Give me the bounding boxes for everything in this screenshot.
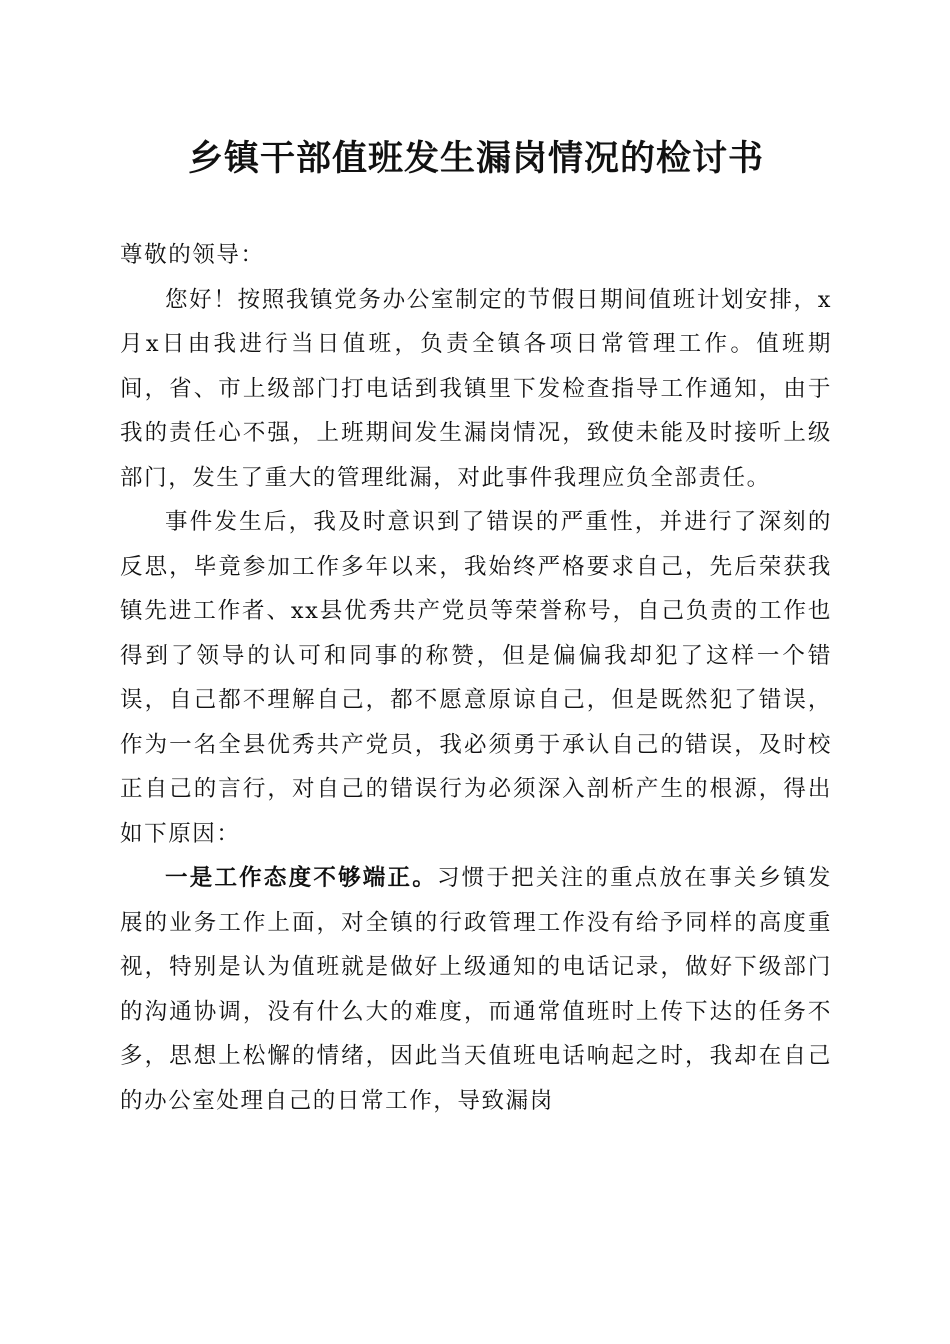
paragraph-text: 事件发生后，我及时意识到了错误的严重性，并进行了深刻的反思，毕竟参加工作多年以来，我始终严格要求自己，先后荣获我镇先进工作者、xx县优秀共产党员等荣誉称号，自己负责的工作也得到了领导的认可和同事的称赞，但是偏偏我却犯了这样一个错误，自己都不理解自己，都不愿意原谅自己，但是既然犯了错误，作为一名全县优秀共产党员，我必须勇于承认自己的错误，及时校正自己的言行，对自己的错误行为必须深入剖析产生的根源，得出如下原因： xyxy=(120,509,832,847)
document-title: 乡镇干部值班发生漏岗情况的检讨书 xyxy=(187,138,764,179)
paragraph-1 xyxy=(120,278,832,501)
paragraph-3 xyxy=(120,856,832,1123)
salutation: 尊敬的领导： xyxy=(120,242,265,268)
paragraph-lead: 一是工作态度不够端正。 xyxy=(165,865,437,891)
paragraph-text: 您好！按照我镇党务办公室制定的节假日期间值班计划安排，x月x日由我进行当日值班，负责全镇各项日常管理工作。值班期间，省、市上级部门打电话到我镇里下发检查指导工作通知，由于我的责任心不强，上班期间发生漏岗情况，致使未能及时接听上级部门，发生了重大的管理纰漏，对此事件我理应负全部责任。 xyxy=(120,286,832,491)
paragraph-text: 习惯于把关注的重点放在事关乡镇发展的业务工作上面，对全镇的行政管理工作没有给予同样的高度重视，特别是认为值班就是做好上级通知的电话记录，做好下级部门的沟通协调，没有什么大的难度，而通常值班时上传下达的任务不多，思想上松懈的情绪，因此当天值班电话响起之时，我却在自己的办公室处理自己的日常工作，导致漏岗 xyxy=(120,865,832,1114)
document-body xyxy=(120,233,832,1123)
paragraph-2 xyxy=(120,500,832,856)
